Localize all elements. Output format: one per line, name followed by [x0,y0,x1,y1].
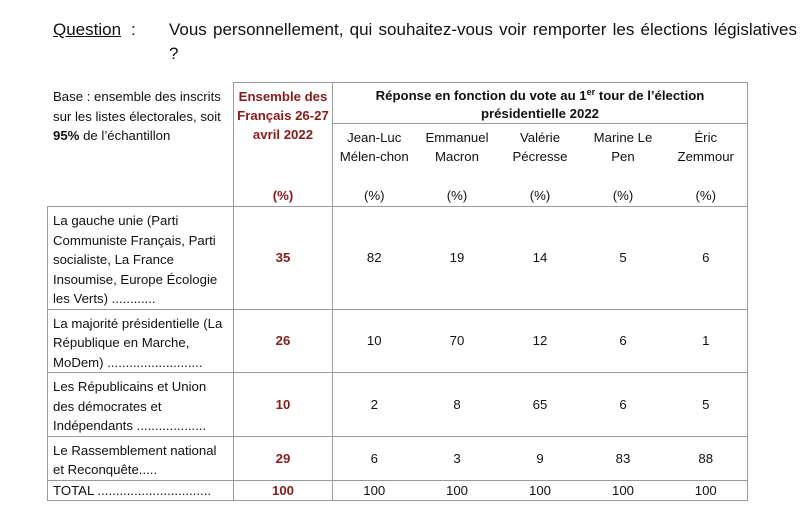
row-ensemble-value: 26 [234,309,333,373]
row-ensemble-value: 100 [234,480,333,501]
row-ensemble-value: 29 [234,436,333,480]
row-value: 100 [582,480,665,501]
row-value: 83 [582,436,665,480]
row-value: 1 [665,309,748,373]
base-cell [48,83,234,207]
table-row [48,373,748,437]
row-value: 19 [416,207,499,310]
base-text-after: de l’échantillon [79,128,171,143]
table-row [48,309,748,373]
row-value: 100 [665,480,748,501]
row-value: 5 [582,207,665,310]
row-value: 10 [333,309,416,373]
row-label: La gauche unie (Parti Communiste Français, Parti socialiste, La France Insoumise, Europe Écologie les Verts) ............ [48,207,234,310]
row-value: 5 [665,373,748,437]
row-value: 100 [499,480,582,501]
row-value: 8 [416,373,499,437]
row-value: 100 [416,480,499,501]
row-value: 100 [333,480,416,501]
header-pct-1: (%) [333,186,416,207]
row-value: 70 [416,309,499,373]
row-label: Le Rassemblement national et Reconquête..... [48,436,234,480]
row-value: 6 [665,207,748,310]
row-value: 6 [582,373,665,437]
header-ensemble: Ensemble des Français 26-27 avril 2022 [234,83,333,186]
base-text-before: Base : ensemble des inscrits sur les listes électorales, soit [53,89,221,124]
row-value: 6 [333,436,416,480]
table-row [48,436,748,480]
header-candidate-2: Emmanuel Macron [416,124,499,186]
base-bold: 95% [53,128,80,143]
question-colon: : [131,20,136,39]
row-value: 3 [416,436,499,480]
table-row-total [48,480,748,501]
table-row [48,207,748,310]
row-ensemble-value: 35 [234,207,333,310]
row-label: TOTAL ............................... [48,480,234,501]
header-vote-title: Réponse en fonction du vote au 1er tour de l’élection présidentielle 2022 [333,83,748,124]
row-value: 88 [665,436,748,480]
row-value: 14 [499,207,582,310]
row-ensemble-value: 10 [234,373,333,437]
question-label: Question [53,20,122,39]
row-value: 82 [333,207,416,310]
header-candidate-1: Jean-Luc Mélen-chon [333,124,416,186]
row-label: Les Républicains et Union des démocrates et Indépendants ................... [48,373,234,437]
header-candidate-5: Éric Zemmour [665,124,748,186]
header-pct-5: (%) [665,186,748,207]
header-pct-4: (%) [582,186,665,207]
row-value: 6 [582,309,665,373]
header-pct-3: (%) [499,186,582,207]
row-label: La majorité présidentielle (La République en Marche, MoDem) .......................... [48,309,234,373]
row-value: 2 [333,373,416,437]
row-value: 9 [499,436,582,480]
results-table [47,82,748,501]
header-candidate-4: Marine Le Pen [582,124,665,186]
header-pct-2: (%) [416,186,499,207]
question-text: Vous personnellement, qui souhaitez-vous voir remporter les élections législatives ? [169,20,797,63]
header-pct-ensemble: (%) [234,186,333,207]
header-candidate-3: Valérie Pécresse [499,124,582,186]
row-value: 12 [499,309,582,373]
row-value: 65 [499,373,582,437]
